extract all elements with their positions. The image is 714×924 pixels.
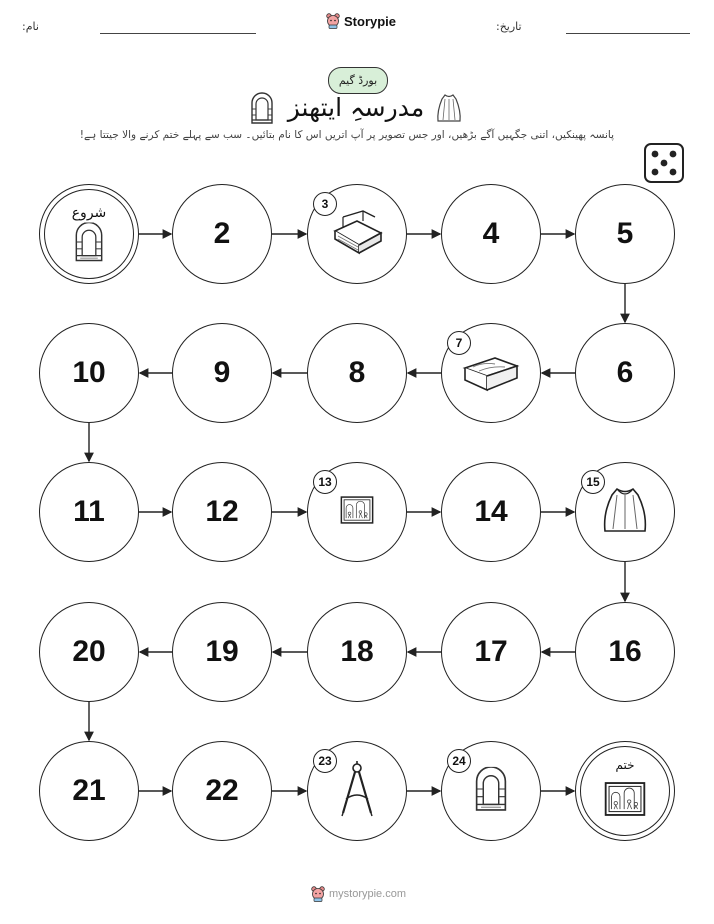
- finish-label: ختم: [615, 758, 635, 772]
- board-space-19: [172, 602, 272, 702]
- board-space-16: [575, 602, 675, 702]
- board-space-5: [575, 184, 675, 284]
- board-space-18: [307, 602, 407, 702]
- space-number: 8: [348, 356, 366, 389]
- board-space-4: [441, 184, 541, 284]
- space-number-badge: 7: [447, 331, 471, 355]
- space-number: 20: [72, 635, 106, 668]
- arch-window-icon: [74, 222, 104, 265]
- arch-window-icon: [474, 767, 508, 815]
- space-number-badge: 24: [447, 749, 471, 773]
- mascot-icon: [311, 886, 325, 902]
- space-number: 11: [73, 495, 105, 528]
- footer: [311, 886, 406, 902]
- date-label: تاریخ:: [496, 20, 522, 33]
- board-space-8: [307, 323, 407, 423]
- space-number-badge: 3: [313, 192, 337, 216]
- board-space-23: [307, 741, 407, 841]
- book-icon: [329, 209, 385, 259]
- space-number: 22: [205, 774, 239, 807]
- board-space-15: [575, 462, 675, 562]
- board-space-13: [307, 462, 407, 562]
- board-game-badge: بورڈ گیم: [328, 67, 388, 94]
- compass-icon: [337, 761, 377, 821]
- board-space-25: [575, 741, 675, 841]
- board-space-22: [172, 741, 272, 841]
- space-number: 9: [213, 356, 231, 389]
- board-space-14: [441, 462, 541, 562]
- framed-painting-icon: [604, 781, 646, 821]
- board-space-7: [441, 323, 541, 423]
- board-space-11: [39, 462, 139, 562]
- space-number: 19: [205, 635, 239, 668]
- space-number: 10: [72, 356, 106, 389]
- board-space-20: [39, 602, 139, 702]
- start-label: شروع: [71, 205, 107, 221]
- space-number: 6: [616, 356, 634, 389]
- toga-cloak-icon: [601, 485, 649, 539]
- board-space-1: [39, 184, 139, 284]
- space-number: 4: [482, 217, 500, 250]
- board-space-10: [39, 323, 139, 423]
- brand-name: Storypie: [344, 13, 397, 29]
- space-number: 12: [205, 495, 239, 528]
- marble-block-icon: [461, 350, 521, 396]
- space-number-badge: 13: [313, 470, 337, 494]
- space-number-badge: 23: [313, 749, 337, 773]
- board-space-9: [172, 323, 272, 423]
- space-number: 17: [474, 635, 508, 668]
- board-space-3: [307, 184, 407, 284]
- name-label: نام:: [22, 20, 39, 33]
- framed-painting-icon: [340, 496, 374, 529]
- instructions: پانسہ پھینکیں، اتنی جگہیں آگے بڑھیں، اور جس تصویر پر آپ اتریں اس کا نام بتائیں۔ سب سے پہلے ختم کرنے والا جیتتا ہے!: [79, 129, 614, 141]
- space-number: 16: [608, 635, 642, 668]
- space-number-badge: 15: [581, 470, 605, 494]
- space-number: 18: [340, 635, 374, 668]
- board-space-12: [172, 462, 272, 562]
- board-space-24: [441, 741, 541, 841]
- board-space-17: [441, 602, 541, 702]
- space-number: 2: [213, 217, 231, 250]
- board-space-21: [39, 741, 139, 841]
- page-title: مدرسہِ ایتھنز: [287, 93, 425, 122]
- space-number: 5: [616, 217, 634, 250]
- space-number: 14: [474, 495, 508, 528]
- space-number: 21: [72, 774, 106, 807]
- footer-url: mystorypie.com: [329, 888, 407, 900]
- board-space-6: [575, 323, 675, 423]
- board-space-2: [172, 184, 272, 284]
